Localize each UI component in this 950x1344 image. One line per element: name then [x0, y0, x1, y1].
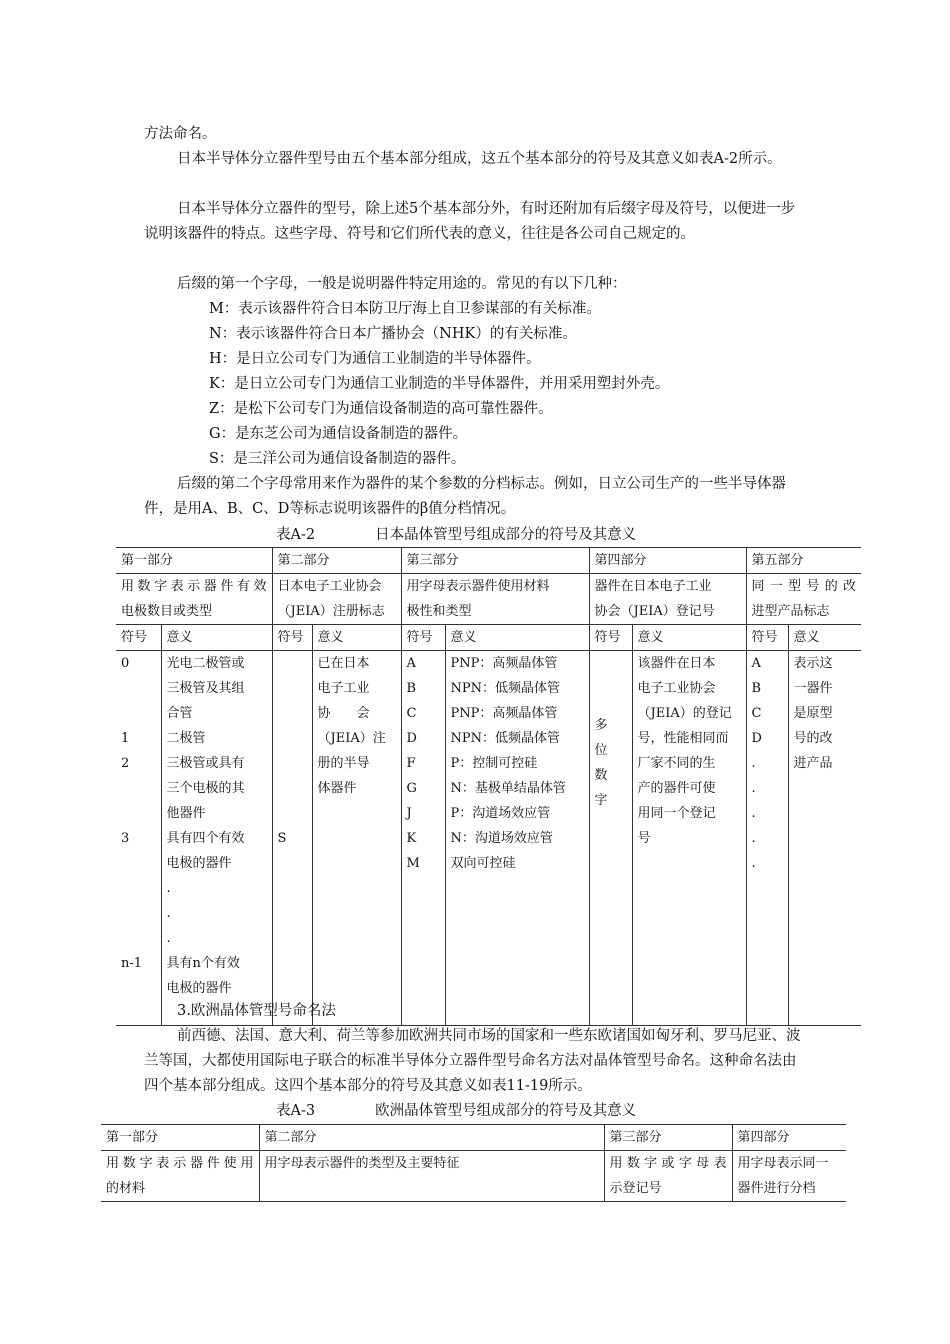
table-a2-p1-symbols: [116, 651, 161, 1026]
table-a2-p4-meaning: 用同一个登记: [637, 806, 716, 821]
table-a2-p5-symbol: .: [751, 831, 756, 846]
table-a2-p5-symbol: D: [751, 731, 762, 746]
table-a2-p4-meaning: 厂家不同的生: [637, 756, 716, 771]
table-a3-desc-1-line: 用数字表示器件使用: [106, 1156, 254, 1171]
table-a2-caption-title: 日本晶体管型号组成部分的符号及其意义: [375, 527, 637, 543]
table-a2-p4-meanings: [632, 651, 746, 1026]
table-a2-desc-1-line: 用数字表示器件有效: [121, 579, 267, 594]
table-a2-part-5: 第五部分: [746, 548, 861, 574]
table-a2-p4-meaning: 电子工业协会: [637, 681, 716, 696]
table-a2-mean-header: 意义: [632, 625, 746, 651]
intro-line: 方法命名。: [144, 126, 217, 142]
table-a2-p3-symbol: J: [406, 806, 412, 821]
table-a2-p1-symbol: [121, 776, 156, 801]
table-a2-p3-meaning: NPN：低频晶体管: [450, 731, 560, 746]
table-a2-p3-symbol: A: [406, 656, 416, 671]
table-a2-desc-2-line: 日本电子工业协会: [277, 579, 382, 594]
section-3-heading: 3.欧洲晶体管型号命名法: [177, 1003, 336, 1019]
table-a2-p5-symbol: .: [751, 856, 756, 871]
table-a2-desc-3-line: 极性和类型: [406, 604, 472, 619]
table-a2-part-3: 第三部分: [401, 548, 589, 574]
table-a2-p4-meaning: 产的器件可使: [637, 781, 716, 796]
table-a2-p5-symbol: .: [751, 781, 756, 796]
table-a2-p5-meaning: 进产品: [793, 756, 833, 771]
table-a3-desc-1: [101, 1151, 259, 1202]
table-a3-desc-3: [604, 1151, 732, 1202]
table-a2-p1-meaning: .: [166, 881, 171, 896]
table-a2-p5-meanings: [788, 651, 861, 1026]
table-a3-desc-2-line: 用字母表示器件的类型及主要特征: [264, 1156, 460, 1171]
table-a2-part-row: [116, 548, 861, 574]
table-a2-part-4: 第四部分: [589, 548, 746, 574]
table-a2-p5-meaning: 表示这: [793, 656, 833, 671]
table-a2-p1-symbol: [121, 801, 156, 826]
table-a2-p4-symbol-char: 多: [594, 718, 608, 733]
table-a2-p1-meaning: 具有四个有效: [166, 831, 245, 846]
table-a2-p1-symbol: [121, 676, 156, 701]
table-a3-desc-4: [732, 1151, 846, 1202]
paragraph-3: 后缀的第一个字母，一般是说明器件特定用途的。常见的有以下几种：: [177, 276, 627, 292]
table-a2-p3-meaning: P：控制可控硅: [450, 756, 538, 771]
table-a3-desc-2: [259, 1151, 604, 1202]
table-a2-p3-symbol: B: [406, 681, 417, 696]
table-a2-p1-meaning: 电极的器件: [166, 981, 232, 996]
table-a2-p4-meaning: 号: [637, 831, 651, 846]
table-a2-p2-meaning: 册的半导: [317, 756, 370, 771]
table-a2-p5-meaning: 一器件: [793, 681, 833, 696]
table-a2-sym-header: 符号: [401, 625, 445, 651]
table-a2-p5-symbol: .: [751, 756, 756, 771]
table-a2-p2-meaning: 体器件: [317, 781, 357, 796]
suffix-item-n: N：表示该器件符合日本广播协会（NHK）的有关标准。: [209, 326, 577, 342]
table-a2-p1-symbol: 3: [121, 831, 130, 846]
table-a3-desc-4-line: 器件进行分档: [737, 1181, 816, 1196]
table-a2-p4-meaning: 该器件在日本: [637, 656, 716, 671]
table-a2-p1-meaning: 合管: [166, 706, 193, 721]
table-a2-desc-1: [116, 574, 272, 625]
suffix-item-m: M：表示该器件符合日本防卫厅海上自卫参谋部的有关标准。: [209, 301, 601, 317]
table-a2-p2-symbol: S: [272, 651, 312, 1026]
table-a3-desc-3-line: 用数字或字母表: [609, 1156, 727, 1171]
table-a2-desc-2-line: （JEIA）注册标志: [277, 604, 385, 619]
table-a2-desc-5-line: 进型产品标志: [751, 604, 830, 619]
table-a2-p3-symbols: [401, 651, 445, 1026]
table-a2-mean-header: 意义: [445, 625, 589, 651]
table-a3-part-3: 第三部分: [604, 1125, 732, 1151]
table-a2-desc-2: [272, 574, 401, 625]
table-a2-p3-symbol: M: [406, 856, 420, 871]
table-a2-p1-meaning: 光电二极管或: [166, 656, 245, 671]
table-a2-p1-symbol: [121, 876, 156, 901]
table-a2-p1-meaning: 具有n个有效: [166, 956, 240, 971]
table-a2-p2-meanings: [312, 651, 401, 1026]
table-a2-p4-meaning: 号，性能相同而: [637, 731, 729, 746]
table-a2-p1-symbol: n-1: [121, 956, 143, 971]
table-a2-p5-symbol: C: [751, 706, 762, 721]
table-a2-mean-header: 意义: [312, 625, 401, 651]
table-a2-mean-header: 意义: [161, 625, 272, 651]
table-a2-p3-meaning: 双向可控硅: [450, 856, 516, 871]
suffix-item-k: K：是日立公司专门为通信工业制造的半导体器件，并用采用塑封外壳。: [209, 376, 670, 392]
table-a3-caption-title: 欧洲晶体管型号组成部分的符号及其意义: [375, 1103, 637, 1119]
table-a2-p1-symbol: [121, 976, 156, 1001]
table-a2-desc-3: [401, 574, 589, 625]
table-a2-body-row: [116, 651, 861, 1026]
table-a2-p5-symbols: [746, 651, 788, 1026]
table-a2-p3-meaning: PNP：高频晶体管: [450, 656, 558, 671]
table-a2-p4-symbol-char: 数: [594, 768, 608, 783]
table-a2-p2-meaning: 已在日本: [317, 656, 370, 671]
table-a2-p3-symbol: D: [406, 731, 417, 746]
table-a2-p3-meaning: NPN：低频晶体管: [450, 681, 560, 696]
table-a2-p4-symbol-char: 位: [594, 743, 608, 758]
paragraph-5: 前西德、法国、意大利、荷兰等参加欧洲共同市场的国家和一些东欧诸国如匈牙利、罗马尼亚、波兰等国，大都使用国际电子联合的标准半导体分立器件型号命名方法对晶体管型号命名。这种命名法由四个基本部分组成。这四个基本部分的符号及其意义如表11-19所示。: [144, 1028, 801, 1094]
table-a2-p1-meaning: 二极管: [166, 731, 206, 746]
paragraph-1: 日本半导体分立器件型号由五个基本部分组成，这五个基本部分的符号及其意义如表A-2所示。: [177, 151, 782, 167]
table-a2-desc-1-line: 电极数目或类型: [121, 604, 213, 619]
table-a2-p3-meaning: PNP：高频晶体管: [450, 706, 558, 721]
table-a2-part-2: 第二部分: [272, 548, 401, 574]
table-a2-p5-symbol: .: [751, 806, 756, 821]
table-a2-p5-meaning: 号的改: [793, 731, 833, 746]
table-a2-p1-meaning: .: [166, 931, 171, 946]
table-a2-p1-meaning: 电极的器件: [166, 856, 232, 871]
table-a3-desc-3-line: 示登记号: [609, 1181, 662, 1196]
paragraph-4: 后缀的第二个字母常用来作为器件的某个参数的分档标志。例如，日立公司生产的一些半导体器件，是用A、B、C、D等标志说明该器件的β值分档情况。: [144, 476, 786, 517]
table-a2-p5-symbol: B: [751, 681, 762, 696]
table-a3: [101, 1124, 846, 1202]
table-a2-p1-symbol: 2: [121, 756, 130, 771]
table-a2-p1-symbol: [121, 901, 156, 926]
table-a2-p3-meaning: P：沟道场效应管: [450, 806, 551, 821]
table-a2-p1-meaning: 三极管或具有: [166, 756, 245, 771]
table-a2-desc-3-line: 用字母表示器件使用材料: [406, 579, 550, 594]
table-a2-desc-5-line: 同一型号的改: [751, 579, 856, 594]
table-a2-mean-header: 意义: [788, 625, 861, 651]
table-a2-p4-meaning: （JEIA）的登记: [637, 706, 732, 721]
table-a2-p1-symbol: [121, 926, 156, 951]
table-a2-part-1: 第一部分: [116, 548, 272, 574]
table-a2-p1-meaning: 三个电极的其: [166, 781, 245, 796]
table-a2-p1-symbol: [121, 851, 156, 876]
table-a3-desc-4-line: 用字母表示同一: [737, 1156, 829, 1171]
paragraph-2: 日本半导体分立器件的型号，除上述5个基本部分外，有时还附加有后缀字母及符号，以便进一步说明该器件的特点。这些字母、符号和它们所代表的意义，往往是各公司自己规定的。: [144, 201, 796, 242]
table-a3-part-1: 第一部分: [101, 1125, 259, 1151]
table-a3-desc-1-line: 的材料: [106, 1181, 146, 1196]
table-a2-desc-4-line: 器件在日本电子工业: [594, 579, 712, 594]
table-a2-p3-symbol: C: [406, 706, 417, 721]
suffix-item-h: H：是日立公司专门为通信工业制造的半导体器件。: [209, 351, 541, 367]
table-a2-p5-symbol: A: [751, 656, 761, 671]
table-a2-p4-symbol: [589, 651, 632, 1026]
table-a2-p4-symbol-char: 字: [594, 793, 608, 808]
table-a2-p2-meaning: （JEIA）注: [317, 731, 386, 746]
table-a2-desc-4: [589, 574, 746, 625]
table-a2-sym-header: 符号: [116, 625, 161, 651]
table-a2-p3-meaning: N：基极单结晶体管: [450, 781, 566, 796]
table-a2-caption-number: 表A-2: [276, 527, 316, 543]
table-a2-p2-meaning: 协 会: [317, 706, 370, 721]
table-a2-p1-symbol: 1: [121, 731, 130, 746]
table-a3-part-2: 第二部分: [259, 1125, 604, 1151]
table-a3-part-row: [101, 1125, 846, 1151]
table-a2: [116, 547, 861, 1026]
table-a2-p3-symbol: K: [406, 831, 417, 846]
suffix-item-s: S：是三洋公司为通信设备制造的器件。: [209, 451, 466, 467]
table-a2-desc-5: [746, 574, 861, 625]
table-a2-p3-meanings: [445, 651, 589, 1026]
table-a2-p3-symbol: F: [406, 756, 416, 771]
table-a2-p3-meaning: N：沟道场效应管: [450, 831, 553, 846]
table-a2-desc-row: [116, 574, 861, 625]
table-a2-sym-header: 符号: [589, 625, 632, 651]
table-a3-part-4: 第四部分: [732, 1125, 846, 1151]
table-a2-p1-symbol: 0: [121, 656, 130, 671]
table-a2-p1-meaning: .: [166, 906, 171, 921]
table-a2-subheader-row: [116, 625, 861, 651]
suffix-item-z: Z：是松下公司专门为通信设备制造的高可靠性器件。: [209, 401, 553, 417]
table-a2-desc-4-line: 协会（JEIA）登记号: [594, 604, 715, 619]
table-a2-p2-meaning: 电子工业: [317, 681, 370, 696]
table-a2-p1-meanings: [161, 651, 272, 1026]
table-a2-sym-header: 符号: [272, 625, 312, 651]
table-a2-p1-meaning: 三极管及其组: [166, 681, 245, 696]
table-a2-p1-meaning: 他器件: [166, 806, 206, 821]
table-a2-p5-meaning: 是原型: [793, 706, 833, 721]
table-a2-sym-header: 符号: [746, 625, 788, 651]
table-a2-p3-symbol: G: [406, 781, 417, 796]
suffix-item-g: G：是东芝公司为通信设备制造的器件。: [209, 426, 468, 442]
table-a3-desc-row: [101, 1151, 846, 1202]
table-a2-caption: [276, 525, 636, 545]
table-a3-caption: [276, 1101, 636, 1121]
table-a3-caption-number: 表A-3: [276, 1103, 316, 1119]
table-a2-p1-symbol: [121, 701, 156, 726]
